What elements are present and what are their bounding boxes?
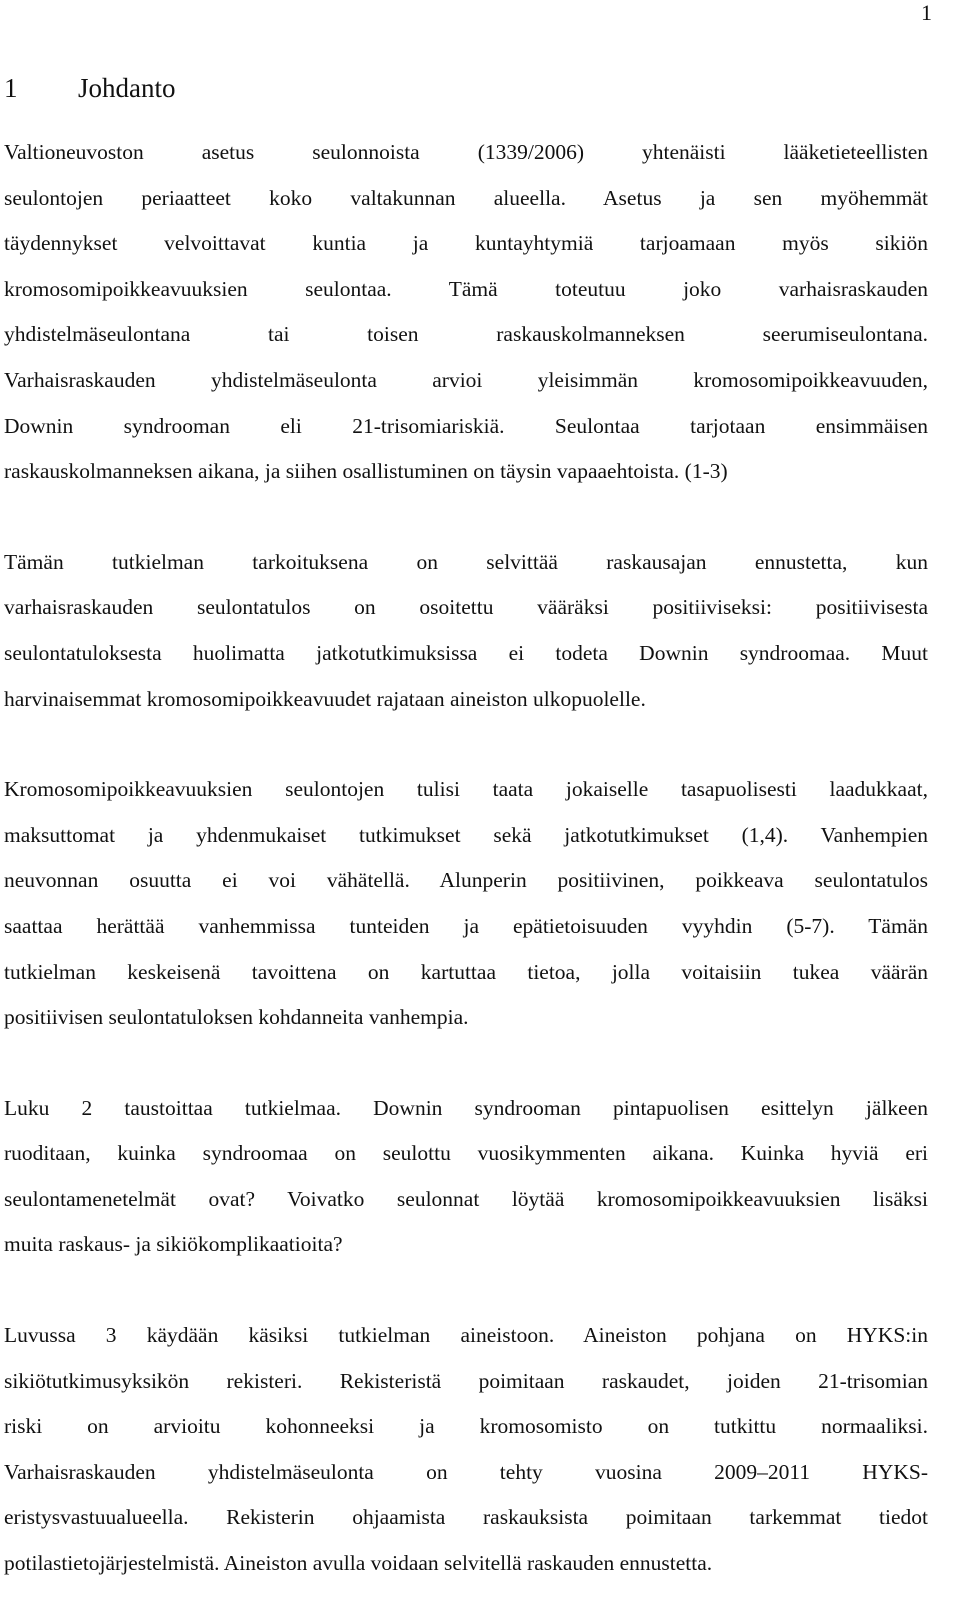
- text-line: seulontamenetelmät ovat? Voivatko seulonnat löytää kromosomipoikkeavuuksien lisäksi: [4, 1186, 928, 1211]
- text-line: Luku 2 taustoittaa tutkielmaa. Downin syndrooman pintapuolisen esittelyn jälkeen: [4, 1095, 928, 1120]
- text-line: seulontatuloksesta huolimatta jatkotutkimuksissa ei todeta Downin syndroomaa. Muut: [4, 640, 928, 665]
- text-line: saattaa herättää vanhemmissa tunteiden ja epätietoisuuden vyyhdin (5-7). Tämän: [4, 913, 928, 938]
- chapter-title: Johdanto: [78, 73, 176, 103]
- chapter-heading: [4, 70, 176, 106]
- paragraph-gap: [4, 722, 928, 767]
- chapter-number: 1: [4, 73, 18, 103]
- text-line: täydennykset velvoittavat kuntia ja kuntayhtymiä tarjoamaan myös sikiön: [4, 231, 928, 256]
- text-line: kromosomipoikkeavuuksien seulontaa. Tämä toteutuu joko varhaisraskauden: [4, 276, 928, 301]
- page-number: 1: [921, 0, 932, 25]
- text-line: neuvonnan osuutta ei voi vähätellä. Alunperin positiivinen, poikkeava seulontatulos: [4, 868, 928, 893]
- text-line: Luvussa 3 käydään käsiksi tutkielman aineistoon. Aineiston pohjana on HYKS:in: [4, 1323, 928, 1348]
- text-line: Tämän tutkielman tarkoituksena on selvittää raskausajan ennustetta, kun: [4, 549, 928, 574]
- paragraph: [4, 130, 928, 495]
- text-line: potilastietojärjestelmistä. Aineiston avulla voidaan selvitellä raskauden ennustetta.: [4, 1551, 713, 1576]
- text-line: muita raskaus- ja sikiökomplikaatioita?: [4, 1232, 343, 1257]
- text-line: Downin syndrooman eli 21-trisomiariskiä. Seulontaa tarjotaan ensimmäisen: [4, 413, 928, 438]
- paragraph-gap: [4, 1268, 928, 1313]
- text-line: seulontojen periaatteet koko valtakunnan alueella. Asetus ja sen myöhemmät: [4, 185, 928, 210]
- paragraph-gap: [4, 495, 928, 540]
- text-line: positiivisen seulontatuloksen kohdanneita vanhempia.: [4, 1005, 469, 1030]
- text-line: Kromosomipoikkeavuuksien seulontojen tulisi taata jokaiselle tasapuolisesti laadukkaat,: [4, 777, 928, 802]
- paragraph: [4, 540, 928, 722]
- text-line: harvinaisemmat kromosomipoikkeavuudet rajataan aineiston ulkopuolelle.: [4, 686, 646, 711]
- text-line: maksuttomat ja yhdenmukaiset tutkimukset sekä jatkotutkimukset (1,4). Vanhempien: [4, 822, 928, 847]
- paragraph: [4, 767, 928, 1041]
- text-line: sikiötutkimusyksikön rekisteri. Rekisteristä poimitaan raskaudet, joiden 21-trisomian: [4, 1368, 928, 1393]
- text-line: raskauskolmanneksen aikana, ja siihen osallistuminen on täysin vapaaehtoista. (1-3): [4, 459, 728, 484]
- text-line: eristysvastuualueella. Rekisterin ohjaamista raskauksista poimitaan tarkemmat tiedot: [4, 1505, 928, 1530]
- paragraph: [4, 1086, 928, 1268]
- text-line: yhdistelmäseulontana tai toisen raskauskolmanneksen seerumiseulontana.: [4, 322, 928, 347]
- paragraph: [4, 1313, 928, 1587]
- body-text: [4, 130, 928, 1587]
- text-line: ruoditaan, kuinka syndroomaa on seulottu vuosikymmenten aikana. Kuinka hyviä eri: [4, 1141, 928, 1166]
- text-line: varhaisraskauden seulontatulos on osoitettu vääräksi positiiviseksi: positiivisesta: [4, 595, 928, 620]
- text-line: tutkielman keskeisenä tavoittena on kartuttaa tietoa, jolla voitaisiin tukea väärän: [4, 959, 928, 984]
- text-line: Valtioneuvoston asetus seulonnoista (1339/2006) yhtenäisti lääketieteellisten: [4, 140, 928, 164]
- text-line: Varhaisraskauden yhdistelmäseulonta on tehty vuosina 2009–2011 HYKS-: [4, 1459, 928, 1484]
- paragraph-gap: [4, 1041, 928, 1086]
- text-line: Varhaisraskauden yhdistelmäseulonta arvioi yleisimmän kromosomipoikkeavuuden,: [4, 367, 928, 392]
- text-line: riski on arvioitu kohonneeksi ja kromosomisto on tutkittu normaaliksi.: [4, 1414, 928, 1439]
